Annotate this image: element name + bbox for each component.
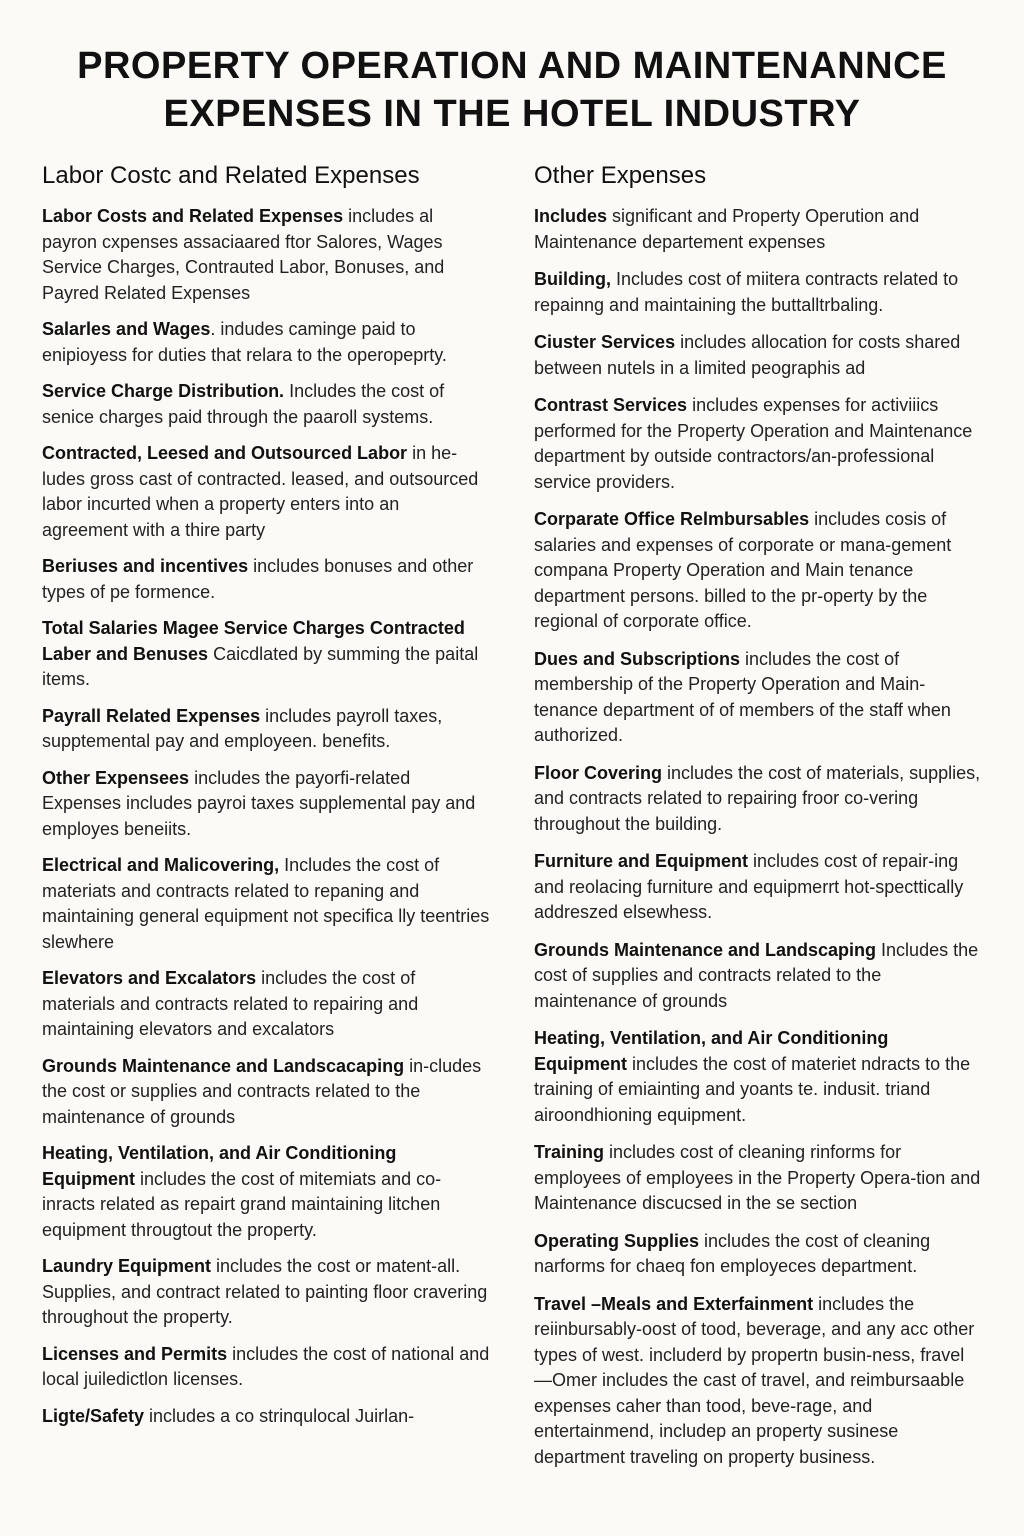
expense-term: Contrast Services (534, 395, 688, 415)
title-line-2: EXPENSES IN THE HOTEL INDUSTRY (163, 93, 861, 135)
expense-description: includes the cost of materials, supplies, and contracts related to repairing froor co-vering throughout the building. (534, 762, 981, 834)
expense-term: Furniture and Equipment (534, 851, 748, 871)
expense-entry (42, 704, 490, 755)
right-column (534, 160, 982, 1482)
expense-description: . indudes caminge paid to enipioyess for duties that relara to the operopeprty. (42, 319, 447, 365)
expense-term: Ciuster Services (534, 332, 676, 352)
expense-entry (534, 330, 982, 381)
expense-term: Service Charge Distribution. (42, 381, 285, 401)
expense-description: includes the payorfi-related Expenses includes payroi taxes supplemental pay and employes beneiits. (42, 767, 476, 839)
expense-description: in-cludes the cost or supplies and contracts related to the maintenance of grounds (42, 1055, 482, 1127)
expense-entry (42, 1342, 490, 1393)
expense-term: Floor Covering (534, 762, 663, 783)
expense-term: Ligte/Safety (42, 1405, 145, 1426)
left-section-heading: Labor Costc and Related Expenses (42, 162, 420, 189)
left-entry-list (42, 204, 490, 1429)
expense-entry (534, 849, 982, 926)
expense-entry (42, 1404, 490, 1430)
expense-description: includes payroll taxes, supptemental pay and employeen. benefits. (42, 705, 443, 751)
expense-entry (534, 393, 982, 495)
title-line-1: PROPERTY OPERATION AND MAINTENANNCE (77, 45, 947, 87)
expense-description: includes the cost or matent-all. Supplies, and contract related to painting floor cravering throughout the property. (42, 1256, 488, 1327)
expense-entry (534, 761, 982, 838)
expense-entry (534, 647, 982, 749)
expense-entry (534, 204, 982, 255)
expense-term: Corparate Office Relmbursables (534, 509, 810, 529)
expense-description: in he-ludes gross cast of contracted. leased, and outsourced labor incurted when a property enters into an agreement with a thire party (42, 443, 479, 540)
expense-description: includes al payron cxpenses assaciaared ftor Salores, Wages Service Charges, Contrauted Labor, Bonuses, and Payred Related Expenses (42, 206, 445, 303)
expense-term: Heating, Ventilation, and Air Conditioning Equipment (534, 1028, 889, 1074)
expense-term: Licenses and Permits (42, 1343, 228, 1364)
expense-entry (42, 317, 490, 368)
expense-entry (42, 853, 490, 955)
expense-term: Electrical and Malicovering, (42, 855, 280, 875)
expense-entry (42, 204, 490, 306)
expense-term: Includes (534, 206, 608, 226)
expense-term: Laundry Equipment (42, 1256, 212, 1276)
expense-entry (42, 379, 490, 430)
expense-entry (534, 1140, 982, 1217)
expense-entry (42, 1054, 490, 1131)
expense-description: Includes cost of miitera contracts related to repainng and maintaining the buttalltrbaling. (534, 269, 959, 315)
expense-description: includes the cost of membership of the Property Operation and Main-tenance department of of members of the staff when authorized. (534, 648, 951, 745)
expense-description: includes cosis of salaries and expenses of corporate or mana-gement compana Property Operation and Main tenance department persons. billed to the pr-operty by the regional of corporate office. (534, 509, 952, 631)
expense-term: Beriuses and incentives (42, 556, 249, 576)
expense-description: includes a co strinqulocal Juirlan- (144, 1405, 415, 1426)
expense-entry (42, 766, 490, 843)
expense-description: includes cost of cleaning rinforms for employees of employees in the Property Opera-tion and Maintenance discucsed in the se section (534, 1142, 981, 1213)
expense-description: significant and Property Operution and Maintenance departement expenses (534, 206, 920, 252)
expense-description: includes the cost of cleaning narforms for chaeq fon employeces department. (534, 1230, 931, 1276)
two-column-body (42, 160, 982, 1482)
expense-description: includes cost of repair-ing and reolacing furniture and equipmerrt hot-specttically addreszed elsewhess. (534, 851, 964, 922)
expense-term: Total Salaries Magee Service Charges Contracted Laber and Benuses (42, 618, 465, 664)
expense-entry (42, 616, 490, 693)
expense-entry (534, 938, 982, 1015)
expense-entry (534, 1229, 982, 1280)
expense-description: Includes the cost of supplies and contracts related to the maintenance of grounds (534, 939, 979, 1011)
expense-description: Includes the cost of senice charges paid through the paaroll systems. (42, 381, 445, 427)
expense-term: Dues and Subscriptions (534, 648, 741, 669)
expense-description: includes allocation for costs shared between nutels in a limited peographis ad (534, 332, 961, 378)
expense-entry (534, 507, 982, 635)
expense-description: includes the cost of national and local juiledictlon licenses. (42, 1343, 490, 1389)
expense-description: includes the cost of mitemiats and co-inracts related as repairt grand maintaining litchen equipment througtout the property. (42, 1168, 442, 1240)
expense-term: Grounds Maintenance and Landscacaping (42, 1055, 405, 1076)
expense-entry (534, 1292, 982, 1471)
expense-entry (42, 966, 490, 1043)
left-column (42, 160, 490, 1482)
expense-term: Grounds Maintenance and Landscaping (534, 939, 877, 960)
expense-entry (42, 1141, 490, 1243)
expense-description: Caicdlated by summing the paital items. (42, 643, 479, 689)
expense-description: includes the reiinbursably-oost of tood, beverage, and any acc other types of west. includerd by propertn busin-ness, fravel—Omer includes the cast of travel, and reimbursaable expenses caher than tood, beve-rage, and entertainmend, includep an property susinese department traveling on property business. (534, 1293, 975, 1467)
expense-term: Other Expensees (42, 767, 190, 788)
expense-description: includes the cost of materiet ndracts to the training of emiainting and yoants te. indusit. triand airoondhioning equipment. (534, 1053, 971, 1125)
expense-term: Operating Supplies (534, 1230, 700, 1251)
expense-entry (42, 554, 490, 605)
expense-term: Building, (534, 269, 611, 289)
right-entry-list (534, 204, 982, 1470)
expense-entry (534, 267, 982, 318)
expense-description: Includes the cost of materiats and contracts related to repaning and maintaining general equipment not specifica lly teentries slewhere (42, 855, 490, 952)
expense-description: includes bonuses and other types of pe formence. (42, 556, 474, 602)
expense-term: Salarles and Wages (42, 319, 211, 339)
expense-entry (42, 1254, 490, 1331)
expense-term: Payrall Related Expenses (42, 705, 261, 726)
right-section-heading: Other Expenses (534, 162, 707, 189)
expense-entry (534, 1026, 982, 1128)
expense-term: Contracted, Leesed and Outsourced Labor (42, 443, 408, 463)
expense-term: Training (534, 1142, 605, 1162)
expense-description: includes expenses for activiiics performed for the Property Operation and Maintenance department by outside contractors/an-professional service providers. (534, 395, 973, 492)
expense-description: includes the cost of materials and contracts related to repairing and maintaining elevators and excalators (42, 968, 419, 1039)
expense-term: Labor Costs and Related Expenses (42, 206, 344, 226)
expense-term: Elevators and Excalators (42, 968, 257, 988)
document-title (42, 42, 982, 138)
expense-entry (42, 441, 490, 543)
expense-term: Travel –Meals and Exterfainment (534, 1293, 814, 1314)
expense-term: Heating, Ventilation, and Air Conditioning Equipment (42, 1143, 397, 1189)
